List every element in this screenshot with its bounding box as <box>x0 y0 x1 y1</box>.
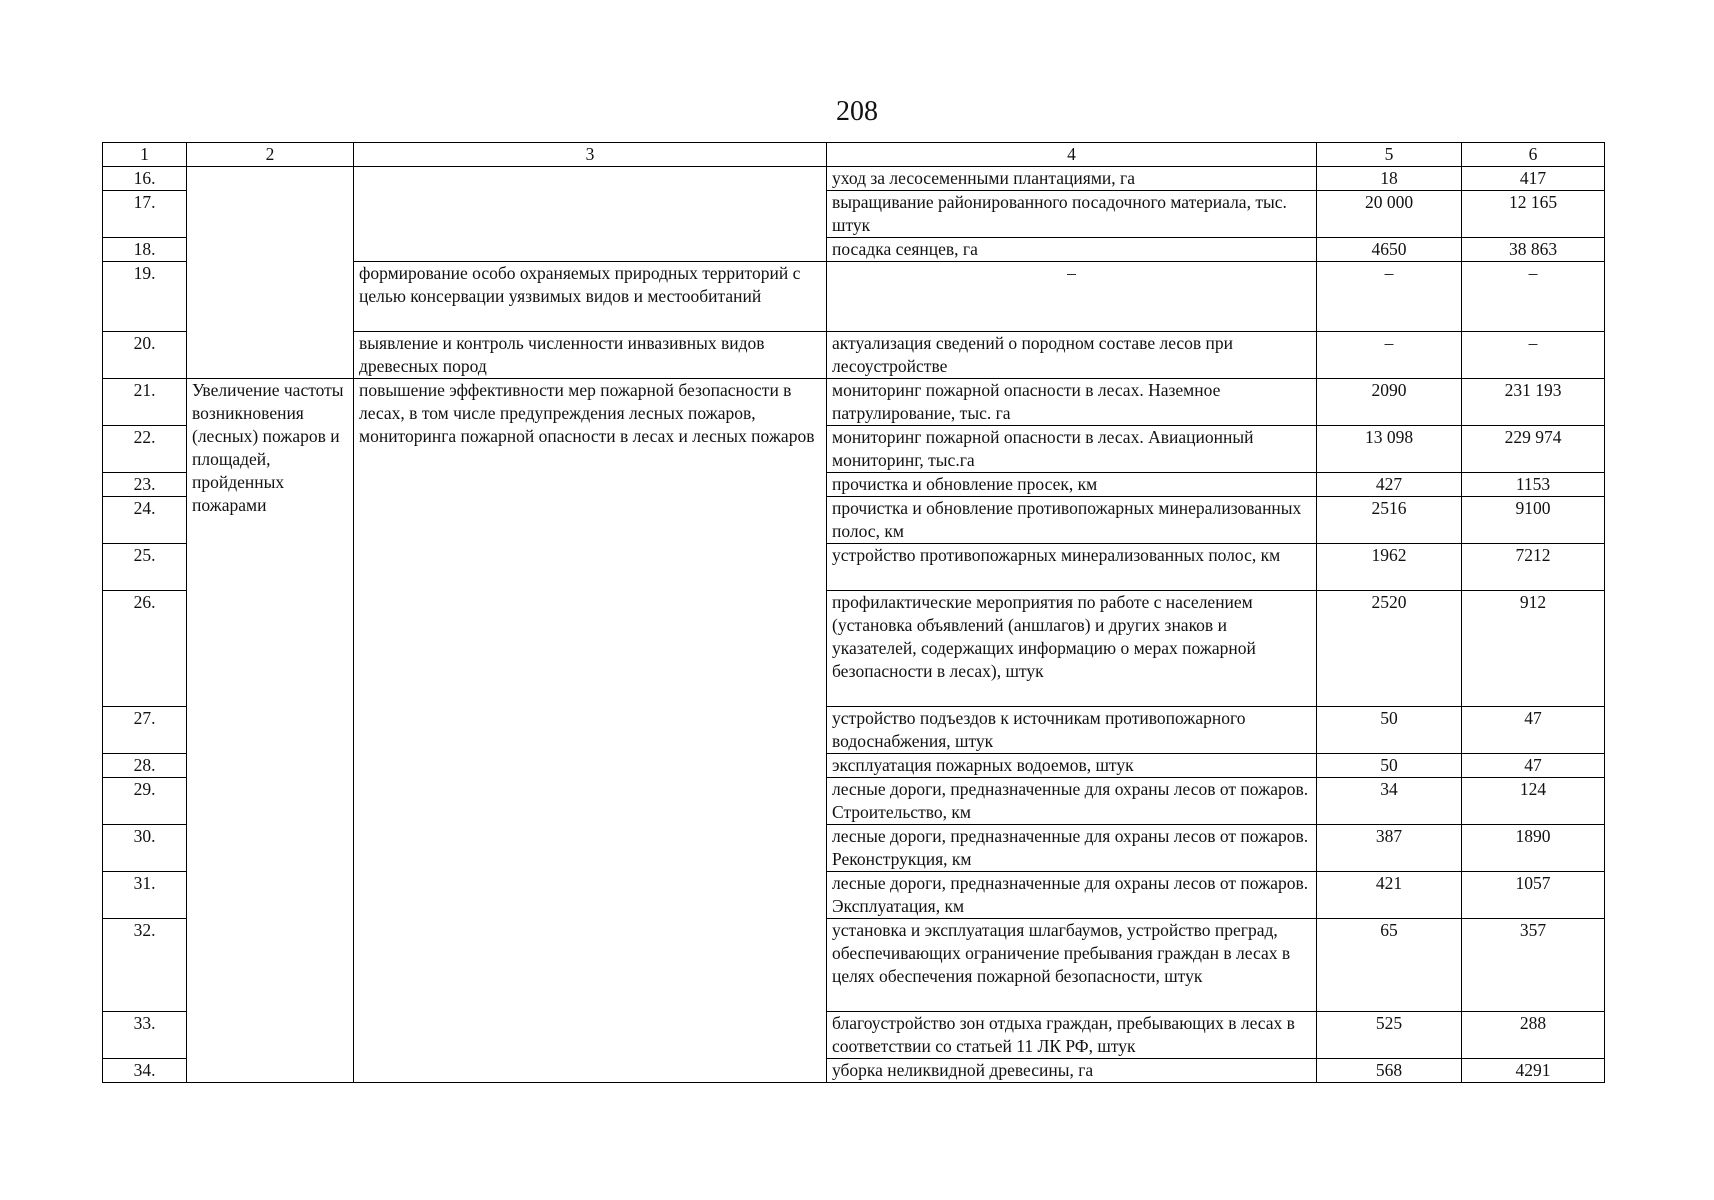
indicator-cell: – <box>827 262 1317 332</box>
row-number: 26. <box>103 591 187 707</box>
page-number: 208 <box>836 96 878 127</box>
indicator-cell: прочистка и обновление противопожарных минерализованных полос, км <box>827 497 1317 544</box>
indicator-cell: установка и эксплуатация шлагбаумов, устройство преград, обеспечивающих ограничение пребывания граждан в лесах в целях обеспечения пожарной безопасности, штук <box>827 919 1317 1012</box>
col-header-2: 2 <box>187 143 354 167</box>
value-plan-cell: 2516 <box>1317 497 1462 544</box>
value-plan-cell: 4650 <box>1317 238 1462 262</box>
row-number: 32. <box>103 919 187 1012</box>
value-plan-cell: 427 <box>1317 473 1462 497</box>
value-fact-cell: – <box>1462 262 1605 332</box>
value-plan-cell: – <box>1317 262 1462 332</box>
row-number: 18. <box>103 238 187 262</box>
table-row <box>103 167 1605 191</box>
value-fact-cell: – <box>1462 332 1605 379</box>
row-number: 22. <box>103 426 187 473</box>
row-number: 17. <box>103 191 187 238</box>
value-plan-cell: 1962 <box>1317 544 1462 591</box>
col-header-5: 5 <box>1317 143 1462 167</box>
indicator-cell: лесные дороги, предназначенные для охраны лесов от пожаров. Реконструкция, км <box>827 825 1317 872</box>
indicator-cell: прочистка и обновление просек, км <box>827 473 1317 497</box>
task-cell: формирование особо охраняемых природных территорий с целью консервации уязвимых видов и местообитаний <box>354 262 827 332</box>
value-fact-cell: 1153 <box>1462 473 1605 497</box>
value-plan-cell: 34 <box>1317 778 1462 825</box>
value-fact-cell: 12 165 <box>1462 191 1605 238</box>
row-number: 30. <box>103 825 187 872</box>
indicator-cell: устройство подъездов к источникам противопожарного водоснабжения, штук <box>827 707 1317 754</box>
row-number: 25. <box>103 544 187 591</box>
header-row <box>103 143 1605 167</box>
row-number: 23. <box>103 473 187 497</box>
indicator-cell: выращивание районированного посадочного материала, тыс. штук <box>827 191 1317 238</box>
row-number: 31. <box>103 872 187 919</box>
value-plan-cell: 20 000 <box>1317 191 1462 238</box>
row-number: 16. <box>103 167 187 191</box>
task-cell: выявление и контроль численности инвазивных видов древесных пород <box>354 332 827 379</box>
value-plan-cell: 18 <box>1317 167 1462 191</box>
col-header-6: 6 <box>1462 143 1605 167</box>
value-fact-cell: 417 <box>1462 167 1605 191</box>
value-fact-cell: 231 193 <box>1462 379 1605 426</box>
value-fact-cell: 4291 <box>1462 1059 1605 1083</box>
value-fact-cell: 229 974 <box>1462 426 1605 473</box>
value-fact-cell: 288 <box>1462 1012 1605 1059</box>
data-table <box>102 142 1605 1083</box>
value-plan-cell: 2520 <box>1317 591 1462 707</box>
value-fact-cell: 38 863 <box>1462 238 1605 262</box>
row-number: 24. <box>103 497 187 544</box>
value-plan-cell: 525 <box>1317 1012 1462 1059</box>
row-number: 29. <box>103 778 187 825</box>
value-plan-cell: 50 <box>1317 707 1462 754</box>
indicator-cell: уход за лесосеменными плантациями, га <box>827 167 1317 191</box>
col-header-1: 1 <box>103 143 187 167</box>
row-number: 21. <box>103 379 187 426</box>
indicator-cell: профилактические мероприятия по работе с населением (установка объявлений (аншлагов) и других знаков и указателей, содержащих информацию о мерах пожарной безопасности в лесах), штук <box>827 591 1317 707</box>
col-header-4: 4 <box>827 143 1317 167</box>
indicator-cell: посадка сеянцев, га <box>827 238 1317 262</box>
goal-cell-empty <box>187 167 354 379</box>
value-fact-cell: 124 <box>1462 778 1605 825</box>
task-cell: повышение эффективности мер пожарной безопасности в лесах, в том числе предупреждения лесных пожаров, мониторинга пожарной опасности в лесах и лесных пожаров <box>354 379 827 1083</box>
indicator-cell: эксплуатация пожарных водоемов, штук <box>827 754 1317 778</box>
value-fact-cell: 47 <box>1462 707 1605 754</box>
value-plan-cell: 50 <box>1317 754 1462 778</box>
indicator-cell: устройство противопожарных минерализованных полос, км <box>827 544 1317 591</box>
value-plan-cell: 2090 <box>1317 379 1462 426</box>
value-plan-cell: 568 <box>1317 1059 1462 1083</box>
goal-cell: Увеличение частоты возникновения (лесных) пожаров и площадей, пройденных пожарами <box>187 379 354 1083</box>
value-fact-cell: 357 <box>1462 919 1605 1012</box>
indicator-cell: лесные дороги, предназначенные для охраны лесов от пожаров. Эксплуатация, км <box>827 872 1317 919</box>
table-row <box>103 379 1605 426</box>
col-header-3: 3 <box>354 143 827 167</box>
indicator-cell: мониторинг пожарной опасности в лесах. Авиационный мониторинг, тыс.га <box>827 426 1317 473</box>
value-plan-cell: 65 <box>1317 919 1462 1012</box>
value-fact-cell: 912 <box>1462 591 1605 707</box>
row-number: 20. <box>103 332 187 379</box>
indicator-cell: мониторинг пожарной опасности в лесах. Наземное патрулирование, тыс. га <box>827 379 1317 426</box>
row-number: 33. <box>103 1012 187 1059</box>
value-plan-cell: 387 <box>1317 825 1462 872</box>
value-plan-cell: 13 098 <box>1317 426 1462 473</box>
indicator-cell: уборка неликвидной древесины, га <box>827 1059 1317 1083</box>
indicator-cell: актуализация сведений о породном составе лесов при лесоустройстве <box>827 332 1317 379</box>
value-fact-cell: 7212 <box>1462 544 1605 591</box>
row-number: 34. <box>103 1059 187 1083</box>
value-fact-cell: 1890 <box>1462 825 1605 872</box>
indicator-cell: лесные дороги, предназначенные для охраны лесов от пожаров. Строительство, км <box>827 778 1317 825</box>
task-cell-empty <box>354 167 827 262</box>
row-number: 19. <box>103 262 187 332</box>
row-number: 27. <box>103 707 187 754</box>
indicator-cell: благоустройство зон отдыха граждан, пребывающих в лесах в соответствии со статьей 11 ЛК РФ, штук <box>827 1012 1317 1059</box>
value-fact-cell: 47 <box>1462 754 1605 778</box>
value-fact-cell: 1057 <box>1462 872 1605 919</box>
value-plan-cell: – <box>1317 332 1462 379</box>
row-number: 28. <box>103 754 187 778</box>
value-fact-cell: 9100 <box>1462 497 1605 544</box>
value-plan-cell: 421 <box>1317 872 1462 919</box>
